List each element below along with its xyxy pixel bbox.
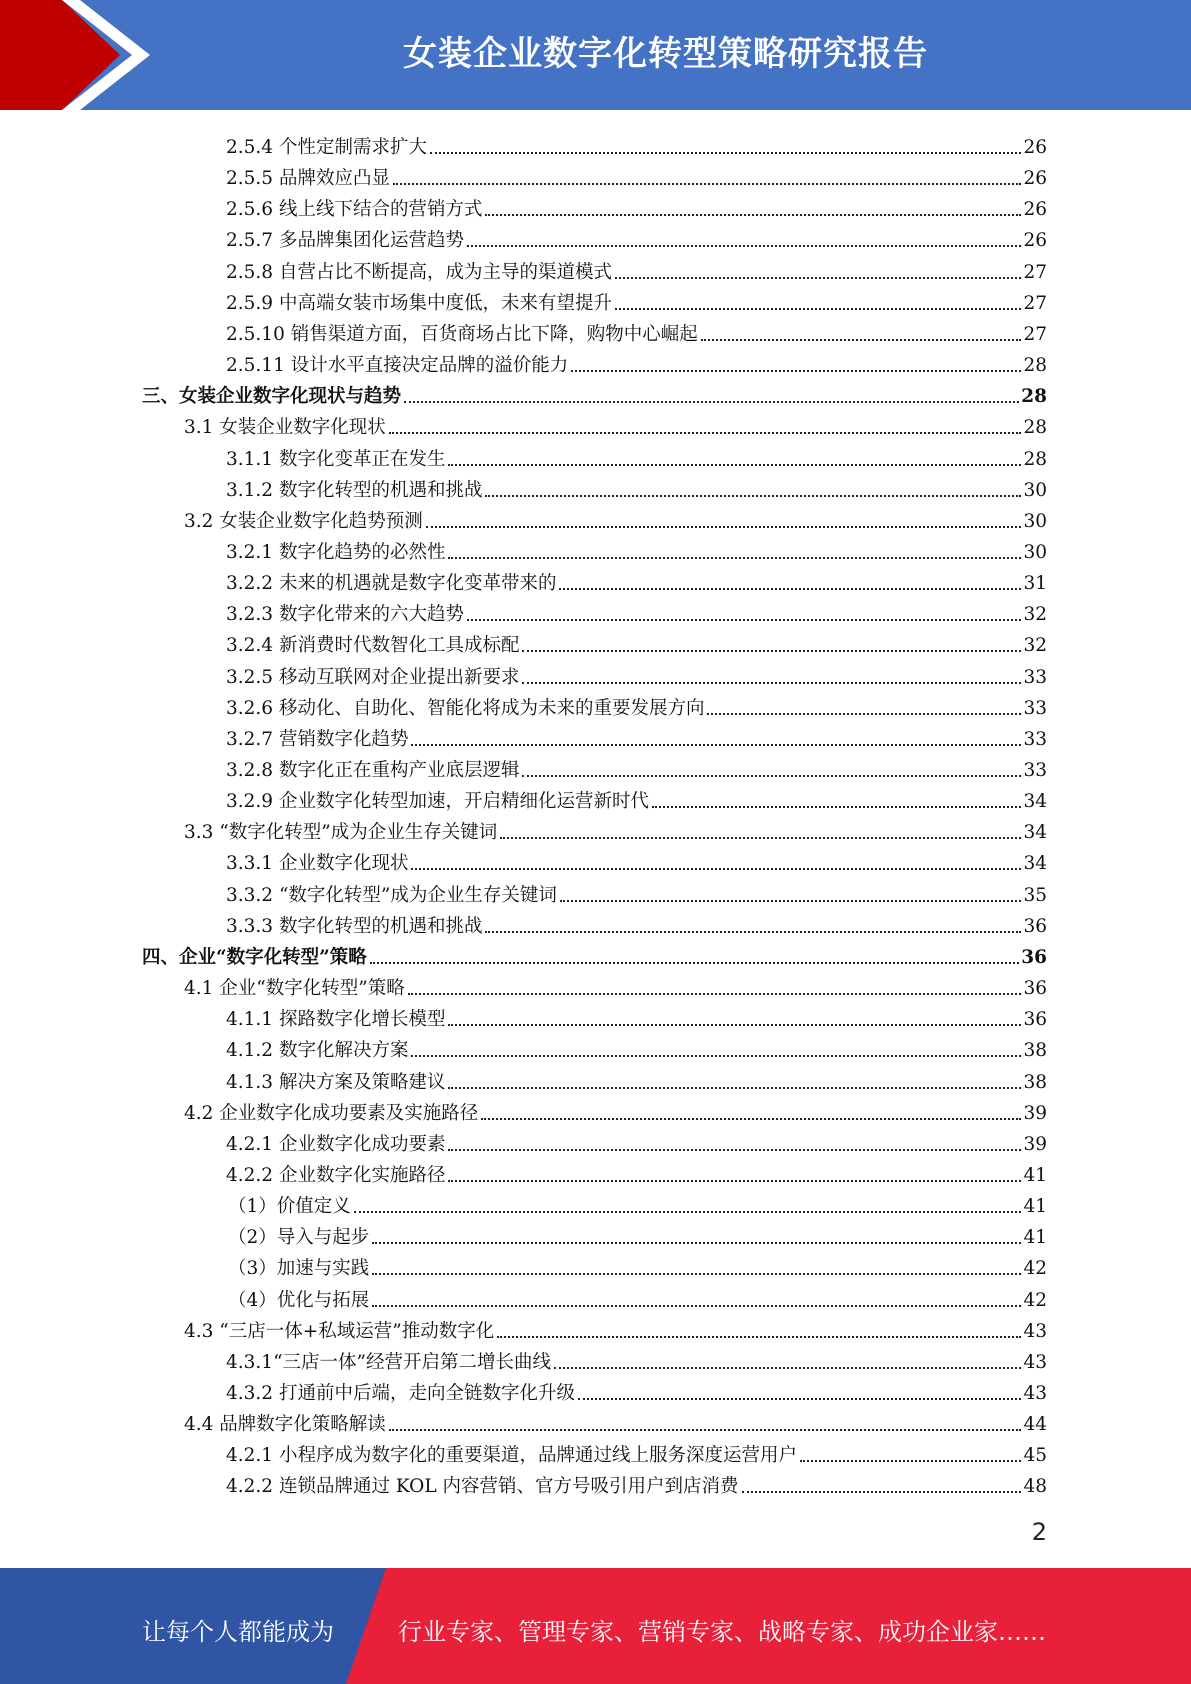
toc-entry-page: 34: [1023, 822, 1047, 844]
toc-entry-label: 2.5.9 中高端女装市场集中度低，未来有望提升: [226, 292, 612, 314]
toc-dot-leader: [522, 682, 1021, 684]
toc-entry-label: 3.2 女装企业数字化趋势预测: [184, 510, 423, 532]
toc-entry-label: 4.1 企业“数字化转型”策略: [184, 978, 405, 1000]
toc-entry-page: 42: [1023, 1258, 1047, 1280]
toc-dot-leader: [372, 1273, 1021, 1275]
toc-entry[interactable]: [226, 751, 1047, 782]
toc-dot-leader: [522, 775, 1021, 777]
toc-dot-leader: [560, 900, 1022, 902]
toc-entry-label: 2.5.7 多品牌集团化运营趋势: [226, 230, 464, 252]
toc-entry-label: 3.2.9 企业数字化转型加速，开启精细化运营新时代: [226, 791, 649, 813]
toc-entry[interactable]: [184, 1312, 1047, 1343]
toc-entry[interactable]: [226, 1467, 1047, 1498]
toc-entry-page: 28: [1023, 448, 1047, 470]
toc-entry-label: 3.3.3 数字化转型的机遇和挑战: [226, 915, 483, 937]
toc-dot-leader: [481, 1118, 1021, 1120]
toc-entry-page: 28: [1021, 386, 1047, 408]
toc-dot-leader: [448, 1024, 1021, 1026]
toc-dot-leader: [467, 245, 1021, 247]
toc-dot-leader: [426, 526, 1022, 528]
toc-entry-label: 4.2 企业数字化成功要素及实施路径: [184, 1102, 479, 1124]
toc-entry-page: 27: [1023, 323, 1047, 345]
toc-entry-label: 2.5.4 个性定制需求扩大: [226, 137, 427, 158]
toc-entry-page: 26: [1023, 137, 1047, 158]
toc-dot-leader: [430, 152, 1021, 154]
toc-entry-page: 26: [1023, 168, 1047, 190]
footer-slogan-right: 行业专家、管理专家、营销专家、战略专家、成功企业家……: [398, 1618, 1046, 1646]
toc-entry-label: 4.1.1 探路数字化增长模型: [226, 1009, 446, 1031]
toc-dot-leader: [615, 308, 1021, 310]
toc-dot-leader: [578, 1398, 1021, 1400]
toc-entry[interactable]: [226, 159, 1047, 190]
toc-entry-label: （1）价值定义: [228, 1196, 351, 1218]
page-number: 2: [1031, 1518, 1047, 1546]
toc-entry-page: 43: [1023, 1320, 1047, 1342]
toc-entry-page: 42: [1023, 1289, 1047, 1311]
toc-entry-page: 26: [1023, 199, 1047, 221]
toc-entry-page: 33: [1023, 728, 1047, 750]
toc-entry-page: 32: [1023, 604, 1047, 626]
toc-entry-label: 4.3 “三店一体+私域运营”推动数字化: [184, 1320, 495, 1342]
toc-dot-leader: [372, 1242, 1021, 1244]
toc-dot-leader: [411, 1055, 1021, 1057]
toc-entry[interactable]: [226, 876, 1047, 907]
toc-dot-leader: [404, 401, 1019, 403]
toc-entry-label: 3.2.4 新消费时代数智化工具成标配: [226, 635, 520, 657]
toc-entry[interactable]: [226, 346, 1047, 377]
toc-entry-page: 32: [1023, 635, 1047, 657]
toc-dot-leader: [448, 1149, 1021, 1151]
toc-dot-leader: [411, 744, 1021, 746]
toc-dot-leader: [800, 1460, 1021, 1462]
toc-entry-label: 2.5.10 销售渠道方面，百货商场占比下降，购物中心崛起: [226, 323, 698, 345]
toc-entry[interactable]: [226, 720, 1047, 751]
toc-dot-leader: [559, 588, 1021, 590]
toc-entry-page: 41: [1023, 1196, 1047, 1218]
toc-dot-leader: [742, 1491, 1022, 1493]
toc-entry-label: 三、女装企业数字化现状与趋势: [142, 386, 402, 408]
toc-entry-page: 26: [1023, 230, 1047, 252]
toc-entry[interactable]: [228, 1249, 1047, 1280]
toc-entry[interactable]: [142, 938, 1047, 969]
toc-entry-label: 3.2.3 数字化带来的六大趋势: [226, 604, 464, 626]
toc-dot-leader: [485, 931, 1021, 933]
toc-entry-page: 41: [1023, 1164, 1047, 1186]
toc-dot-leader: [408, 993, 1022, 995]
toc-entry-label: 2.5.11 设计水平直接决定品牌的溢价能力: [226, 355, 569, 377]
toc-dot-leader: [448, 557, 1021, 559]
toc-entry[interactable]: [226, 284, 1047, 315]
toc-entry-page: 30: [1023, 541, 1047, 563]
toc-entry[interactable]: [226, 1063, 1047, 1094]
toc-entry-page: 30: [1023, 510, 1047, 532]
toc-entry-page: 38: [1023, 1071, 1047, 1093]
toc-entry-page: 30: [1023, 479, 1047, 501]
toc-entry[interactable]: [228, 1281, 1047, 1312]
toc-entry[interactable]: [184, 969, 1047, 1000]
toc-dot-leader: [615, 277, 1021, 279]
toc-entry[interactable]: [226, 1436, 1047, 1467]
toc-entry[interactable]: [226, 440, 1047, 471]
toc-entry-page: 34: [1023, 791, 1047, 813]
toc-entry-page: 28: [1023, 355, 1047, 377]
toc-entry[interactable]: [226, 595, 1047, 626]
toc-entry[interactable]: [226, 1125, 1047, 1156]
toc-entry[interactable]: [226, 221, 1047, 252]
toc-entry-label: 3.2.5 移动互联网对企业提出新要求: [226, 666, 520, 688]
toc-entry-page: 33: [1023, 760, 1047, 781]
toc-dot-leader: [448, 1180, 1021, 1182]
toc-entry-page: 27: [1023, 292, 1047, 314]
toc-dot-leader: [485, 214, 1021, 216]
toc-entry-label: 2.5.6 线上线下结合的营销方式: [226, 199, 483, 221]
toc-entry-label: 3.1.1 数字化变革正在发生: [226, 448, 446, 470]
toc-dot-leader: [448, 464, 1021, 466]
toc-entry-label: （2）导入与起步: [228, 1227, 370, 1249]
toc-entry-page: 43: [1023, 1351, 1047, 1373]
toc-entry[interactable]: [226, 782, 1047, 813]
page-header: [0, 0, 1191, 110]
toc-entry-page: 35: [1023, 884, 1047, 906]
toc-dot-leader: [522, 650, 1021, 652]
toc-entry-page: 36: [1023, 1009, 1047, 1031]
page-footer: [0, 1568, 1191, 1684]
toc-dot-leader: [571, 370, 1021, 372]
document-title: 女装企业数字化转型策略研究报告: [403, 34, 928, 74]
toc-dot-leader: [372, 1305, 1021, 1307]
toc-dot-leader: [411, 868, 1021, 870]
toc-entry-label: （4）优化与拓展: [228, 1289, 370, 1311]
toc-entry[interactable]: [226, 1374, 1047, 1405]
toc-entry-page: 44: [1023, 1414, 1047, 1436]
toc-entry-label: 3.2.6 移动化、自助化、智能化将成为未来的重要发展方向: [226, 697, 705, 719]
toc-dot-leader: [497, 1336, 1021, 1338]
toc-entry-label: 2.5.8 自营占比不断提高，成为主导的渠道模式: [226, 261, 612, 283]
toc-entry-page: 43: [1023, 1383, 1047, 1404]
toc-entry[interactable]: [228, 1218, 1047, 1249]
toc-entry-page: 45: [1023, 1445, 1047, 1467]
toc-entry[interactable]: [226, 844, 1047, 875]
toc-dot-leader: [707, 713, 1021, 715]
toc-entry-label: 4.1.2 数字化解决方案: [226, 1040, 409, 1062]
toc-entry-label: 4.2.1 小程序成为数字化的重要渠道，品牌通过线上服务深度运营用户: [226, 1445, 797, 1467]
toc-entry-label: 3.2.2 未来的机遇就是数字化变革带来的: [226, 573, 557, 595]
footer-slogan-left: 让每个人都能成为: [142, 1618, 334, 1646]
toc-entry-label: 四、企业“数字化转型”策略: [142, 946, 367, 968]
toc-entry-page: 28: [1023, 417, 1047, 439]
toc-entry[interactable]: [226, 533, 1047, 564]
toc-entry-label: 3.2.7 营销数字化趋势: [226, 728, 409, 750]
toc-entry[interactable]: [226, 128, 1047, 159]
toc-entry-page: 36: [1023, 915, 1047, 937]
toc-entry-label: 2.5.5 品牌效应凸显: [226, 168, 390, 190]
toc-entry-label: 4.2.1 企业数字化成功要素: [226, 1133, 446, 1155]
toc-dot-leader: [448, 1087, 1021, 1089]
toc-entry-label: 3.2.8 数字化正在重构产业底层逻辑: [226, 760, 520, 781]
toc-entry[interactable]: [184, 502, 1047, 533]
toc-entry[interactable]: [226, 253, 1047, 284]
toc-entry-page: 36: [1021, 946, 1047, 968]
toc-entry[interactable]: [226, 564, 1047, 595]
toc-entry[interactable]: [228, 1187, 1047, 1218]
toc-entry[interactable]: [226, 1343, 1047, 1374]
toc-entry-label: 4.1.3 解决方案及策略建议: [226, 1071, 446, 1093]
toc-entry-label: 3.3.2 “数字化转型”成为企业生存关键词: [226, 884, 557, 906]
toc-entry[interactable]: [226, 907, 1047, 938]
toc-dot-leader: [393, 183, 1021, 185]
toc-entry-label: 3.3 “数字化转型”成为企业生存关键词: [184, 822, 498, 844]
toc-entry[interactable]: [184, 408, 1047, 439]
toc-entry-page: 39: [1023, 1133, 1047, 1155]
toc-entry-label: 3.3.1 企业数字化现状: [226, 853, 409, 875]
toc-entry[interactable]: [142, 377, 1047, 408]
toc-entry[interactable]: [184, 1405, 1047, 1436]
toc-dot-leader: [485, 495, 1021, 497]
toc-entry-label: 4.3.2 打通前中后端，走向全链数字化升级: [226, 1383, 575, 1404]
toc-dot-leader: [389, 1429, 1022, 1431]
toc-entry-label: 4.3.1“三店一体”经营开启第二增长曲线: [226, 1351, 551, 1373]
toc-entry-label: 4.2.2 连锁品牌通过 KOL 内容营销、官方号吸引用户到店消费: [226, 1476, 739, 1498]
toc-entry-label: （3）加速与实践: [228, 1258, 370, 1280]
toc-entry-label: 4.4 品牌数字化策略解读: [184, 1414, 386, 1436]
toc-entry[interactable]: [184, 1094, 1047, 1125]
toc-entry-label: 3.2.1 数字化趋势的必然性: [226, 541, 446, 563]
toc-dot-leader: [467, 619, 1021, 621]
toc-entry-page: 34: [1023, 853, 1047, 875]
toc-entry[interactable]: [226, 1156, 1047, 1187]
toc-dot-leader: [389, 432, 1022, 434]
toc-entry-page: 48: [1023, 1476, 1047, 1498]
toc-entry-page: 27: [1023, 261, 1047, 283]
toc-entry-page: 41: [1023, 1227, 1047, 1249]
toc-entry-label: 3.1 女装企业数字化现状: [184, 417, 386, 439]
toc-entry[interactable]: [226, 1000, 1047, 1031]
toc-dot-leader: [652, 806, 1021, 808]
toc-entry[interactable]: [226, 626, 1047, 657]
toc-entry-page: 39: [1023, 1102, 1047, 1124]
toc-entry-page: 36: [1023, 978, 1047, 1000]
toc-entry[interactable]: [184, 813, 1047, 844]
toc-entry[interactable]: [226, 315, 1047, 346]
toc-entry[interactable]: [226, 658, 1047, 689]
toc-entry[interactable]: [226, 689, 1047, 720]
toc-entry-page: 31: [1023, 573, 1047, 595]
toc-entry[interactable]: [226, 190, 1047, 221]
toc-dot-leader: [554, 1367, 1021, 1369]
chevron-arrow-icon: [0, 0, 160, 110]
toc-entry[interactable]: [226, 1031, 1047, 1062]
toc-dot-leader: [370, 962, 1019, 964]
toc-entry-page: 33: [1023, 666, 1047, 688]
toc-entry-label: 3.1.2 数字化转型的机遇和挑战: [226, 479, 483, 501]
toc-entry-label: 4.2.2 企业数字化实施路径: [226, 1164, 446, 1186]
toc-dot-leader: [354, 1211, 1022, 1213]
toc-entry-page: 38: [1023, 1040, 1047, 1062]
toc-entry[interactable]: [226, 471, 1047, 502]
toc-dot-leader: [500, 837, 1021, 839]
toc-dot-leader: [701, 339, 1022, 341]
toc-entry-page: 33: [1023, 697, 1047, 719]
